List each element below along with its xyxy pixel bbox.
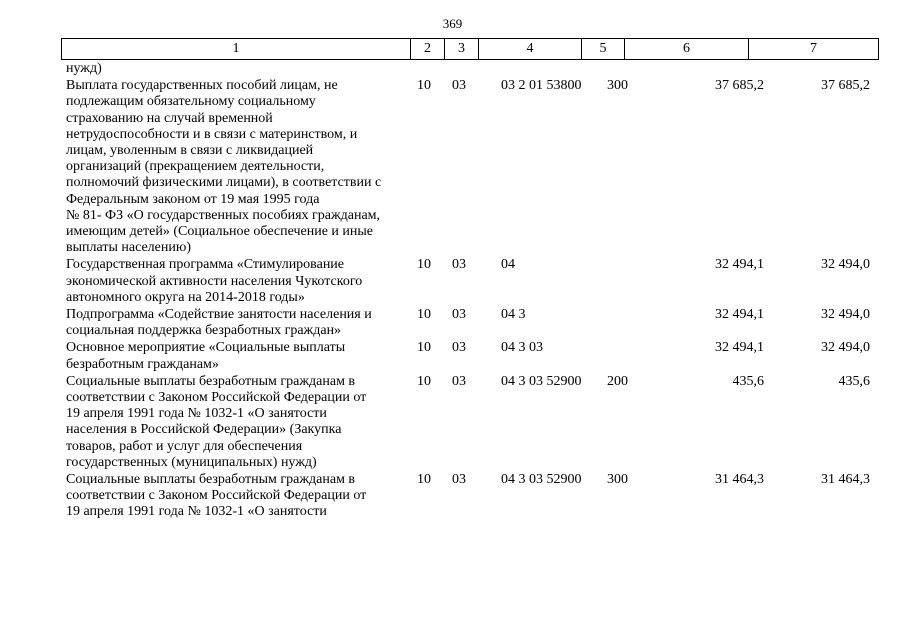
section-code: 10 — [417, 373, 431, 389]
row-description-line: выплаты населению) — [66, 240, 191, 256]
section-code: 10 — [417, 257, 431, 273]
row-description-line: Государственная программа «Стимулирование — [66, 257, 345, 273]
column-header-table — [61, 38, 879, 60]
row-description — [66, 61, 402, 77]
row-description-line: страхованию на случай временной — [66, 110, 273, 126]
table-row — [66, 306, 876, 339]
amount-col6: 37 685,2 — [715, 78, 764, 94]
target-article-code: 04 3 03 52900 — [501, 472, 582, 488]
section-code: 10 — [417, 472, 431, 488]
amount-col6: 435,6 — [732, 373, 764, 389]
row-description-line: безработным гражданам» — [66, 356, 219, 372]
target-article-code: 04 3 03 52900 — [501, 373, 582, 389]
section-code: 10 — [417, 340, 431, 356]
amount-col7: 37 685,2 — [821, 78, 870, 94]
column-header-6: 6 — [625, 39, 749, 60]
amount-col6: 32 494,1 — [715, 307, 764, 323]
subsection-code: 03 — [452, 373, 466, 389]
column-header-2: 2 — [411, 39, 445, 60]
row-description-line: полномочий физическими лицами), в соответствии с — [66, 175, 382, 191]
amount-col7: 32 494,0 — [821, 340, 870, 356]
expense-type-code: 200 — [607, 373, 628, 389]
subsection-code: 03 — [452, 307, 466, 323]
amount-col6: 32 494,1 — [715, 340, 764, 356]
row-description-line: соответствии с Законом Российской Федерации от — [66, 390, 367, 406]
row-description — [66, 340, 402, 372]
table-row — [66, 339, 876, 372]
amount-col7: 32 494,0 — [821, 257, 870, 273]
column-header-5: 5 — [582, 39, 625, 60]
amount-col6: 31 464,3 — [715, 472, 764, 488]
row-description — [66, 307, 402, 339]
row-description-line: нужд) — [66, 61, 102, 76]
row-description-line: № 81- ФЗ «О государственных пособиях гражданам, — [66, 207, 381, 223]
row-description — [66, 472, 402, 521]
expense-type-code: 300 — [607, 78, 628, 94]
column-header-1: 1 — [62, 39, 411, 60]
row-description-line: Выплата государственных пособий лицам, не — [66, 78, 338, 94]
row-description-line: подлежащим обязательному социальному — [66, 94, 316, 110]
subsection-code: 03 — [452, 257, 466, 273]
row-description-line: Социальные выплаты безработным гражданам в — [66, 373, 356, 389]
table-row — [66, 77, 876, 256]
column-header-3: 3 — [445, 39, 479, 60]
target-article-code: 04 — [501, 257, 515, 273]
table-row — [66, 471, 876, 521]
row-description-line: Социальные выплаты безработным гражданам в — [66, 472, 356, 488]
row-description-line: имеющим детей» (Социальное обеспечение и иные — [66, 224, 374, 240]
subsection-code: 03 — [452, 78, 466, 94]
amount-col7: 31 464,3 — [821, 472, 870, 488]
row-description-line: Федеральным законом от 19 мая 1995 года — [66, 191, 320, 207]
row-description-line: населения в Российской Федерации» (Закупка — [66, 422, 342, 438]
row-description — [66, 374, 402, 471]
row-description-line: автономного округа на 2014-2018 годы» — [66, 289, 305, 305]
expense-type-code: 300 — [607, 472, 628, 488]
column-header-4: 4 — [479, 39, 582, 60]
column-header-7: 7 — [749, 39, 879, 60]
row-description-line: Подпрограмма «Содействие занятости населения и — [66, 307, 372, 323]
row-description — [66, 257, 402, 306]
row-description-line: лицам, уволенным в связи с ликвидацией — [66, 143, 314, 159]
amount-col7: 32 494,0 — [821, 307, 870, 323]
subsection-code: 03 — [452, 340, 466, 356]
section-code: 10 — [417, 78, 431, 94]
section-code: 10 — [417, 307, 431, 323]
budget-rows — [66, 60, 876, 521]
row-description-line: товаров, работ и услуг для обеспечения — [66, 438, 303, 454]
subsection-code: 03 — [452, 472, 466, 488]
row-description-line: соответствии с Законом Российской Федерации от — [66, 488, 367, 504]
row-description-line: Основное мероприятие «Социальные выплаты — [66, 340, 346, 356]
target-article-code: 03 2 01 53800 — [501, 78, 582, 94]
row-description-line: нетрудоспособности и в связи с материнством, и — [66, 126, 358, 142]
target-article-code: 04 3 03 — [501, 340, 543, 356]
table-row — [66, 373, 876, 471]
amount-col7: 435,6 — [838, 373, 870, 389]
table-row — [66, 256, 876, 306]
row-description-line: социальная поддержка безработных граждан» — [66, 323, 342, 339]
page-number: 369 — [442, 16, 463, 31]
row-description-line: экономической активности населения Чукотского — [66, 273, 363, 289]
target-article-code: 04 3 — [501, 307, 526, 323]
row-description — [66, 78, 402, 256]
table-row — [66, 60, 876, 77]
row-description-line: 19 апреля 1991 года № 1032-1 «О занятости — [66, 504, 327, 520]
row-description-line: организаций (прекращением деятельности, — [66, 159, 325, 175]
row-description-line: 19 апреля 1991 года № 1032-1 «О занятости — [66, 406, 327, 422]
row-description-line: государственных (муниципальных) нужд) — [66, 454, 317, 470]
amount-col6: 32 494,1 — [715, 257, 764, 273]
